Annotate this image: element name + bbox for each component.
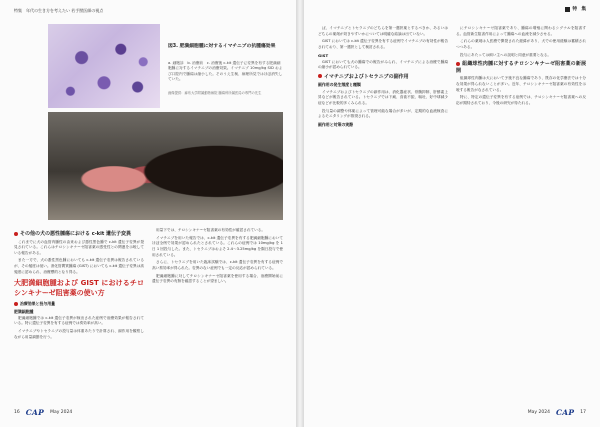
right-running-header	[565, 6, 587, 12]
paragraph: これまでに犬の血管肉腫性の由来および悪性黒色腫で c-kit 遺伝子変異が発見されている。これらはチロシンキナーゼ阻害薬の感受性との関連を示唆している報告がある。	[14, 239, 144, 255]
left-running-header: 特集 年代の生き方を考えたい 若手獣医師の視点	[14, 8, 104, 13]
bullet-icon	[14, 302, 18, 306]
issue-date: May 2024	[50, 410, 73, 415]
page-number: 16	[14, 410, 20, 415]
paragraph: ば、イマチニブとトセラニブのどちらを第一選択薬とするべきか、あるいはどちらの薬剤が効きやすいかについては明確な結論は出ていない。	[318, 26, 448, 36]
section-heading: 組織球性肉腫に対するチロシンキナーゼ阻害薬の新展開	[456, 61, 586, 74]
paragraph: 投与にあたっては飼い主への説明と同意が重要となる。	[460, 52, 552, 57]
page-number: 17	[580, 410, 586, 415]
paragraph: GIST においても犬の腫瘍での報告がみられ、イマチニブによる治療で腫瘍の縮小が認められている。	[318, 59, 448, 70]
bullet-icon	[14, 232, 18, 236]
paragraph: GIST においては c-kit 遺伝子変異を有する症例でイマチニブの有効性が報告されており、第一選択として検討される。	[318, 39, 448, 49]
paragraph: にチロシンキナーゼ阻害薬であり、腫瘍の増殖に関わるシグナルを阻害する。血管新生阻害作用によって腫瘍への血流を減少させる。	[456, 26, 586, 36]
left-page	[0, 0, 296, 427]
paragraph: 肥満細胞腫では c-kit 遺伝子変異が検出された症例で治療効果が報告されている。特に遺伝子変異を有する症例では奏効率が高い。	[14, 315, 144, 326]
figure-caption-title: 図3. 肥満細胞腫に対するイマチニブの抗腫瘍効果	[168, 44, 276, 49]
section-heading: その他の犬の悪性腫瘍における c-kit 遺伝子変異	[14, 231, 144, 238]
left-column-2	[152, 228, 283, 287]
right-footer	[528, 408, 586, 417]
paragraph: さらに、トセラニブを用いた臨床試験では、c-kit 遺伝子変異を有する症例で高い奏効率が得られた。変異のない症例でも一定の反応が認められている。	[152, 260, 283, 270]
paragraph: 組織球性肉腫は犬において予後不良な腫瘍であり、既存の化学療法では十分な効果が得られないことが多い。近年、チロシンキナーゼ阻害薬の有効性を示唆する報告がなされている。	[456, 76, 586, 92]
figure-caption-body: a. 細胞診 b. 治療前 c. 治療後 c-kit 遺伝子に変異を有する肥満細胞腫に対するイマチニブの治療効果。イマチニブ 10mg/kg SID および口腔内で腫瘍は縮小した。そのうえ生検、病理所見ではほぼ消失していた。	[168, 61, 283, 82]
right-column-1	[318, 26, 448, 129]
left-footer	[14, 408, 72, 417]
cytology-photo	[48, 24, 160, 108]
magazine-logo: CAP	[555, 408, 575, 417]
section-label: 特 集	[572, 7, 586, 12]
paragraph: 用量下では、チロシンキナーゼ阻害薬の有効性が確認されている。	[156, 228, 266, 232]
paragraph: また一方で、犬の悪性黒色腫においても c-kit 遺伝子変異は報告されているが、その頻度は低い。消化管間質腫瘍 (GIST) においても c-kit 遺伝子変異は高頻度に認められ、治療標的となり得る。	[14, 258, 144, 274]
right-column-2	[456, 26, 586, 109]
right-page	[304, 0, 600, 427]
paragraph: イマチニブを用いた報告では、c-kit 遺伝子変異を有する肥満細胞腫においてほぼ全例で効果が認められたとされている。これらの症例では 10mg/kg を 1 日 1 回投与した。また、トセラニブはおよそ 2.4〜3.25mg/kg を隔日投与で使用されている。	[152, 235, 283, 257]
paragraph: 特に、特定の遺伝子変異を有する症例では、チロシンキナーゼ阻害薬への反応が期待されており、今後の研究が待たれる。	[456, 95, 586, 105]
subheading: GIST	[318, 52, 329, 58]
bullet-icon	[318, 74, 322, 78]
subheading: 治療効果と投与用量	[14, 301, 144, 307]
subheading: 副作用と対策の実際	[318, 121, 354, 127]
subheading: 副作用の発生頻度と種類	[318, 82, 361, 88]
page-gutter	[296, 0, 304, 427]
paragraph: これらの薬剤は人医療で開発された経緯があり、犬での使用経験は蓄積されつつある。	[456, 39, 586, 49]
section-heading: イマチニブおよびトセラニブの副作用	[318, 74, 448, 81]
issue-date: May 2024	[527, 410, 550, 415]
subheading: 肥満細胞腫	[14, 308, 34, 314]
red-section-title: 大肥満細胞腫および GIST におけるチロシンキナーゼ阻害薬の使い方	[14, 279, 144, 297]
paragraph: イマチニブおよびトセラニブの副作用は、消化器症状、骨髄抑制、肝酵素上昇などが報告されている。トセラニブでは下痢、食欲不振、嘔吐、好中球減少症などが比較的多くみられる。	[318, 89, 448, 105]
paragraph: 肥満細胞腫に対してチロシンキナーゼ阻害薬を使用する場合、治療開始前に遺伝子変異の有無を確認することが望ましい。	[152, 273, 283, 284]
figure-caption-source: 画像提供：麻布大学附属動物病院 腫瘍科所属医局の専門の先生	[168, 91, 262, 95]
left-column-1	[14, 228, 144, 342]
paragraph: 投与量の調整や休薬によって管理可能な場合が多いが、定期的な血液検査によるモニタリングが推奨される。	[318, 108, 448, 119]
dog-oral-tumor-photo	[48, 112, 283, 220]
header-square-icon	[565, 7, 570, 12]
bullet-icon	[456, 62, 460, 66]
paragraph: イマチニブやトセラニブの投与量は体重あたりで計算され、副作用を観察しながら用量調節を行う。	[14, 329, 144, 339]
magazine-logo: CAP	[25, 408, 45, 417]
